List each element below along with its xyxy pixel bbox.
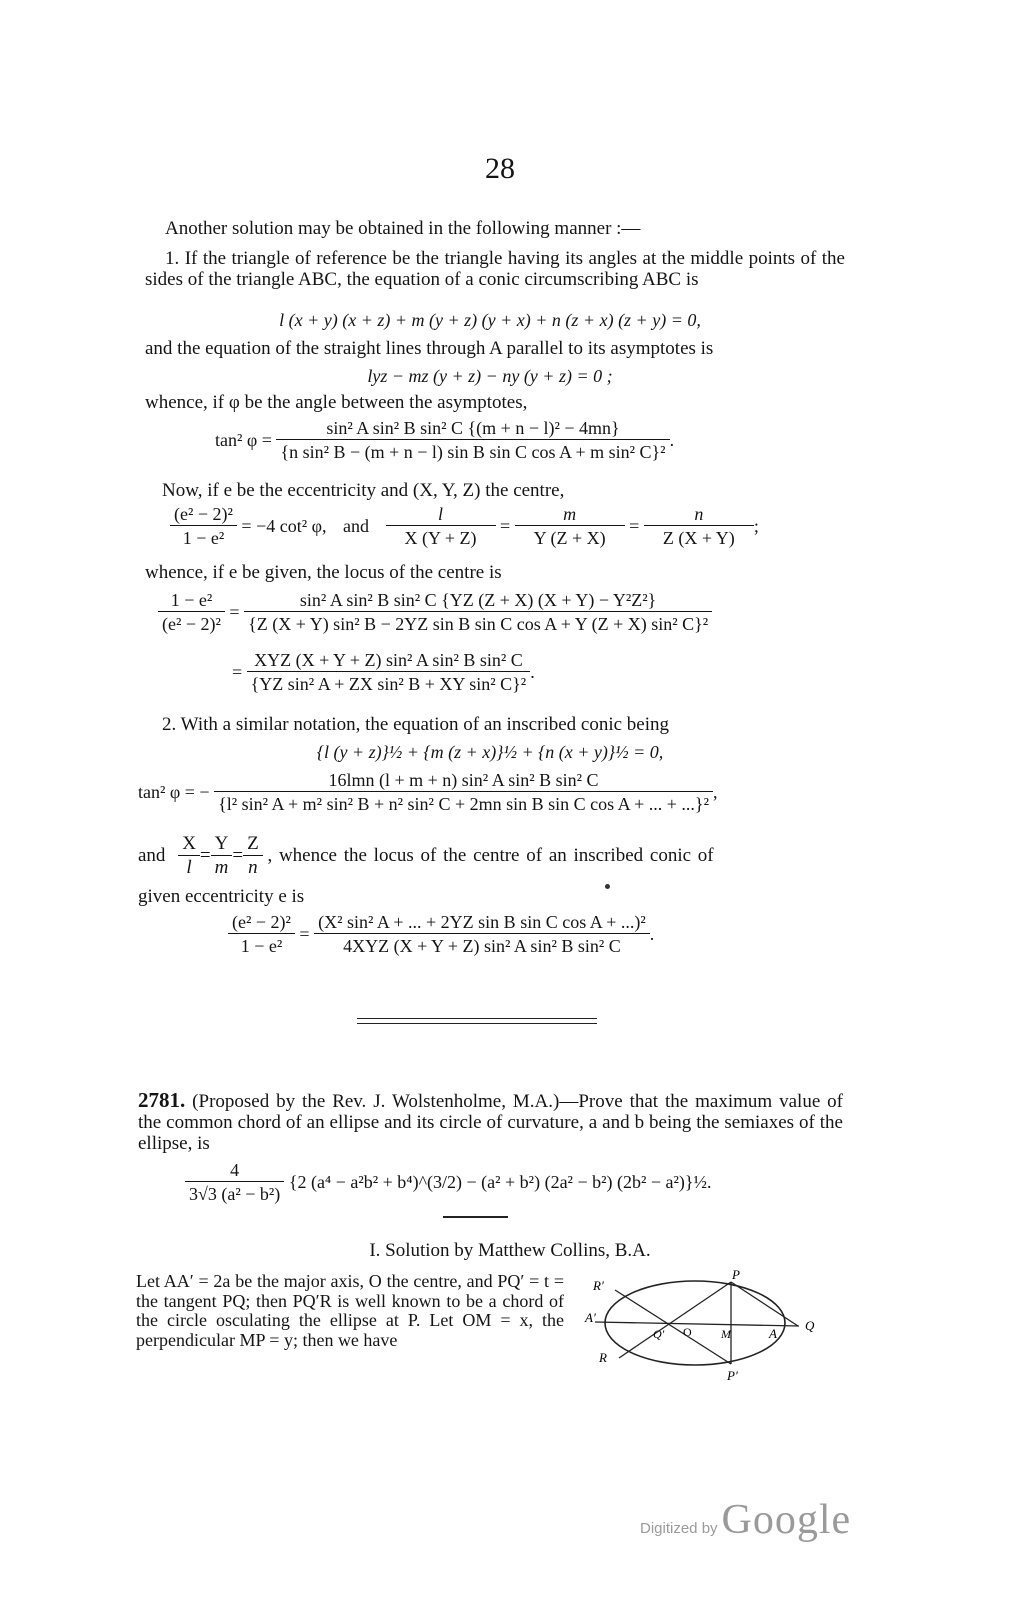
problem-number: 2781. [138, 1088, 186, 1112]
p7-frac-2-den: m [214, 857, 229, 878]
p7-frac-1-den: l [186, 857, 192, 878]
eq5-rhs-fraction-2 [247, 650, 531, 694]
eq4-frac-4-den: Z (X + Y) [662, 528, 735, 548]
p7-frac-3-num: Z [243, 834, 263, 856]
paragraph-1-text: 1. If the triangle of reference be the triangle having its angles at the middle points of the sides of the triangle ABC, the equation of a conic circumscribing ABC is [145, 248, 845, 290]
problem-expression: {2 (a⁴ − a²b² + b⁴)^(3/2) − (a² + b²) (2a² − b²) (2b² − a²)}½. [288, 1172, 712, 1192]
p7-frac-1-num: X [178, 834, 200, 856]
eq4-frac-3-num: m [515, 504, 625, 526]
problem-2781 [138, 1090, 843, 1154]
problem-fraction-den: 3√3 (a² − b²) [189, 1184, 281, 1204]
equation-tan-phi-2 [138, 770, 717, 814]
eq3-lhs: tan² φ = [215, 430, 272, 450]
eq8-rhs-fraction [314, 912, 650, 956]
print-speck [605, 884, 610, 889]
watermark-prefix: Digitized by [640, 1520, 718, 1537]
solution-text: Let AA′ = 2a be the major axis, O the centre, and PQ′ = t = the tangent PQ; then PQ′R is well known to be a chord of the circle osculating the ellipse at P. Let OM = x, the perpendicular MP = y; then we have [136, 1271, 564, 1350]
equation-locus-inscribed: $\frac{\text{(e² − 2)²}}{\text{1 − e²}}$ = $\frac{\text{(X² sin² A + ... + 2YZ sin B sin C cos A + ...)²}}{\text{4XYZ (X + Y + Z) sin² A sin² B sin² C}}$ . [228, 912, 654, 956]
google-logo: Google [721, 1497, 852, 1543]
problem-fraction-num: 4 [185, 1160, 284, 1182]
eq7-end: , [712, 782, 718, 802]
label-a: A [769, 1326, 777, 1341]
eq8-end: . [649, 924, 655, 944]
eq7-denominator: {l² sin² A + m² sin² B + n² sin² C + 2mn sin B sin C cos A + ... + ...}² [218, 794, 709, 814]
eq4-frac-2-num: l [386, 504, 496, 526]
eq5-rhs-fraction-1 [244, 590, 712, 634]
label-m: M [721, 1327, 731, 1341]
label-r-prime: R′ [593, 1278, 604, 1293]
paragraph-7: and $\frac{X}{l}$ = $\frac{Y}{m}$ = $\frac{Z}{n}$ , whence the locus of the centre of an inscribed conic of [138, 833, 714, 878]
problem-fraction [185, 1160, 284, 1204]
eq4-and: and [343, 516, 369, 536]
chord-r [619, 1282, 731, 1358]
eq5-rhs1-num: sin² A sin² B sin² C {YZ (Z + X) (X + Y) − Y²Z²} [244, 590, 712, 612]
p7-frac-1 [178, 834, 200, 878]
digitized-watermark [640, 1496, 851, 1544]
eq7-lhs: tan² φ = − [138, 782, 210, 802]
eq5-lhs-num: 1 − e² [158, 590, 225, 612]
ellipse-figure [583, 1266, 823, 1386]
p7-frac-2-num: Y [211, 834, 233, 856]
equation-locus-circumscribed: $\frac{\text{1 − e²}}{\text{(e² − 2)²}}$ = sin² A sin² B sin² C {YZ (Z + X) (X + Y) − Y²Z²} {Z (X + Y) sin² B − 2YZ sin B sin C cos A + Y (Z + X) sin² C}² [158, 590, 712, 634]
eq5-rhs2-num: XYZ (X + Y + Z) sin² A sin² B sin² C [247, 650, 531, 672]
label-q: Q [805, 1318, 815, 1333]
paragraph-2: and the equation of the straight lines through A parallel to its asymptotes is [145, 338, 714, 359]
paragraph-3: whence, if φ be the angle between the asymptotes, [145, 392, 528, 413]
paragraph-8: given eccentricity e is [138, 886, 305, 907]
eq3-fraction [276, 418, 669, 462]
paragraph-6: 2. With a similar notation, the equation of an inscribed conic being [162, 714, 670, 735]
eq4-frac-3-den: Y (Z + X) [533, 528, 606, 548]
eq4-middle: = −4 cot² φ, [241, 516, 327, 536]
eq5-rhs2-den: {YZ sin² A + ZX sin² B + XY sin² C}² [250, 674, 527, 694]
eq5-end: . [530, 662, 535, 682]
tangent-line [731, 1282, 798, 1326]
short-divider [443, 1216, 508, 1218]
eq3-end: . [669, 430, 675, 450]
eq4-frac-2-den: X (Y + Z) [404, 528, 477, 548]
eq4-frac-1 [170, 504, 237, 548]
equation-circumscribed-conic: l (x + y) (x + z) + m (y + z) (y + x) + n (z + x) (z + y) = 0, [279, 310, 701, 330]
eq4-frac-4-num: n [644, 504, 754, 526]
eq7-numerator: 16lmn (l + m + n) sin² A sin² B sin² C [214, 770, 713, 792]
eq8-lhs-den: 1 − e² [240, 936, 283, 956]
equation-inscribed-conic: {l (y + z)}½ + {m (z + x)}½ + {n (x + y)}½ = 0, [316, 742, 664, 762]
p7-frac-2 [211, 834, 233, 878]
eq3-denominator: {n sin² B − (m + n − l) sin B sin C cos A + m sin² C}² [280, 442, 666, 462]
label-q-prime: Q′ [653, 1327, 665, 1341]
label-o: O [683, 1325, 692, 1339]
eq4-end: ; [753, 516, 759, 536]
problem-text: (Proposed by the Rev. J. Wolstenholme, M.A.)—Prove that the maximum value of the common chord of an ellipse and its circle of curvature, a and b being the semiaxes of the ellipse, is [138, 1091, 843, 1154]
eq8-lhs-num: (e² − 2)² [228, 912, 295, 934]
equation-locus-circumscribed-2: = $\frac{\text{XYZ (X + Y + Z) sin² A sin² B sin² C}}{\text{\{YZ sin² A + ZX sin² B + XY sin² C\}²}}$ . [232, 650, 535, 694]
intro-line: Another solution may be obtained in the following manner :— [165, 218, 641, 239]
p7-text: , whence the locus of the centre of an inscribed conic of [267, 845, 714, 866]
equation-eccentricity-relations: $\frac{\text{(e² − 2)²}}{\text{1 − e²}}$ = −4 cot² φ, and $\frac{l}{X (Y + Z)}$ = $\frac{m}{Y (Z + X)}$ = $\frac{n}{Z (X + Y)}$ ; [170, 504, 759, 548]
paragraph-4: Now, if e be the eccentricity and (X, Y, Z) the centre, [162, 480, 565, 501]
p7-and: and [138, 845, 166, 866]
label-r: R [599, 1350, 607, 1365]
label-p-prime: P′ [727, 1368, 738, 1383]
section-divider [357, 1018, 597, 1024]
paragraph-1 [145, 248, 845, 290]
eq7-fraction [214, 770, 713, 814]
eq8-rhs-den: 4XYZ (X + Y + Z) sin² A sin² B sin² C [343, 936, 621, 956]
eq4-frac-1-num: (e² − 2)² [170, 504, 237, 526]
eq4-frac-3 [515, 504, 625, 548]
eq5-lhs-den: (e² − 2)² [162, 614, 221, 634]
eq5-rhs1-den: {Z (X + Y) sin² B − 2YZ sin B sin C cos A + Y (Z + X) sin² C}² [248, 614, 709, 634]
eq4-frac-1-den: 1 − e² [182, 528, 225, 548]
eq4-frac-2 [386, 504, 496, 548]
label-p: P [732, 1267, 740, 1282]
solution-heading: I. Solution by Matthew Collins, B.A. [369, 1240, 651, 1261]
eq8-rhs-num: (X² sin² A + ... + 2YZ sin B sin C cos A + ...)² [314, 912, 650, 934]
paragraph-5: whence, if e be given, the locus of the centre is [145, 562, 502, 583]
equation-maximum-chord [185, 1160, 712, 1204]
equation-asymptotes: lyz − mz (y + z) − ny (y + z) = 0 ; [367, 366, 613, 386]
equation-tan-phi-1 [215, 418, 674, 462]
p7-frac-3 [243, 834, 263, 878]
eq3-numerator: sin² A sin² B sin² C {(m + n − l)² − 4mn} [276, 418, 669, 440]
page-number: 28 [485, 152, 515, 185]
p7-frac-3-den: n [248, 857, 258, 878]
eq5-lhs-fraction [158, 590, 225, 634]
eq4-frac-4 [644, 504, 754, 548]
eq8-lhs-fraction [228, 912, 295, 956]
label-a-prime: A′ [585, 1310, 596, 1325]
